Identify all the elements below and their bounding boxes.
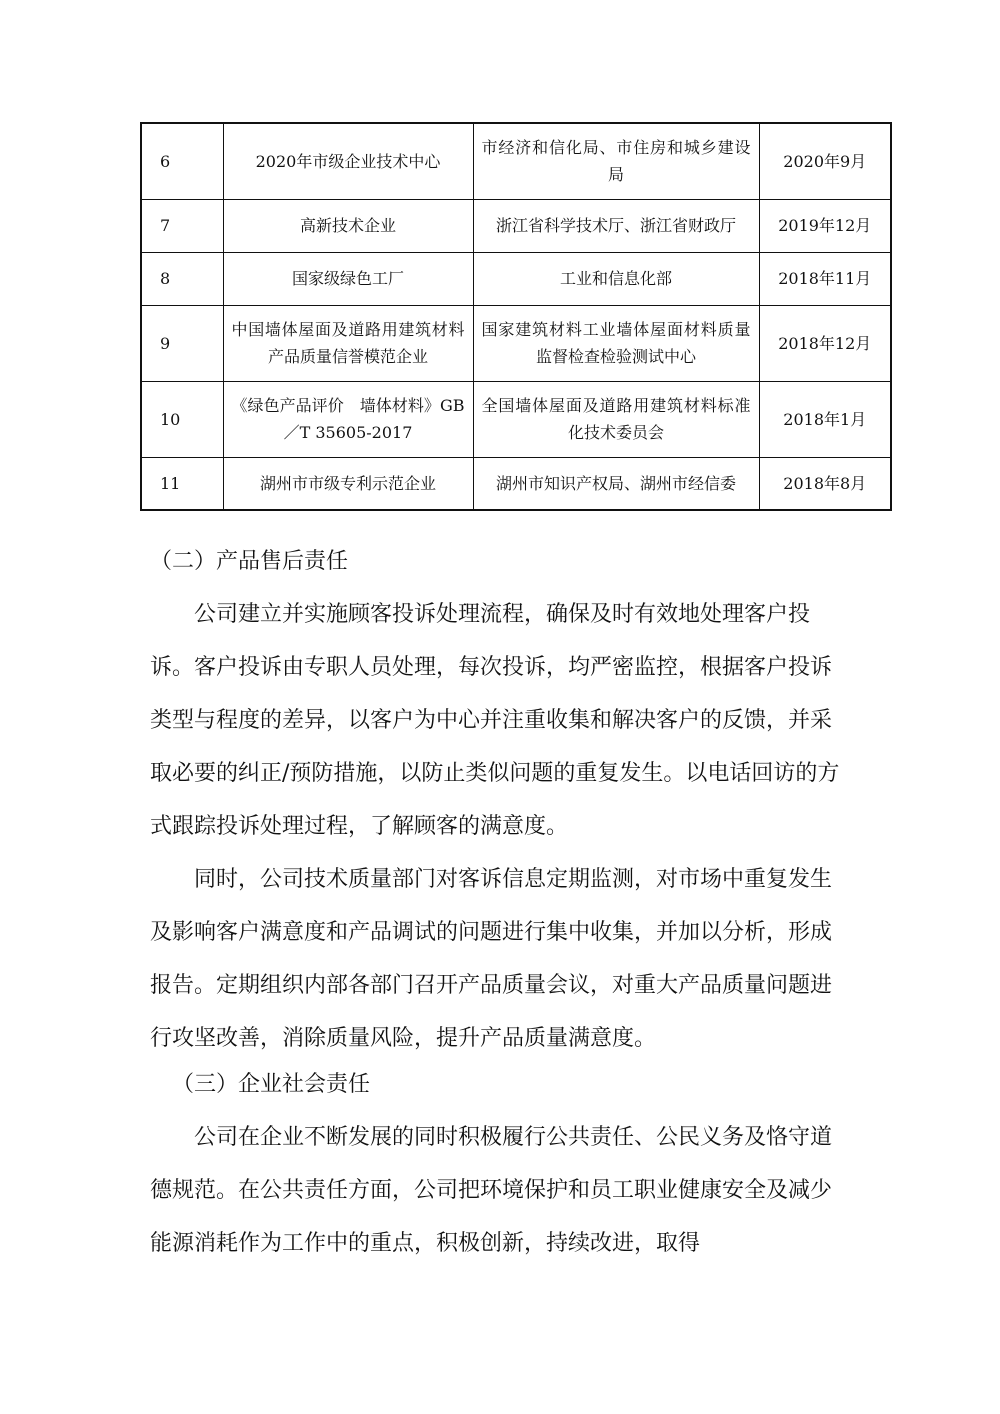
issuing-authority: 国家建筑材料工业墙体屋面材料质量监督检查检验测试中心 bbox=[473, 305, 759, 381]
section-heading-after-sales: （二）产品售后责任 bbox=[150, 549, 349, 574]
issuing-authority: 湖州市知识产权局、湖州市经信委 bbox=[473, 457, 759, 510]
award-date: 2019年12月 bbox=[759, 199, 891, 252]
table-row bbox=[141, 199, 891, 252]
row-number: 9 bbox=[141, 305, 223, 381]
issuing-authority: 浙江省科学技术厅、浙江省财政厅 bbox=[473, 199, 759, 252]
social-paragraph-1: 公司在企业不断发展的同时积极履行公共责任、公民义务及恪守道德规范。在公共责任方面，公司把环境保护和员工职业健康安全及减少能源消耗作为工作中的重点，积极创新，持续改进，取得 bbox=[150, 1125, 833, 1256]
after-sales-paragraph-1: 公司建立并实施顾客投诉处理流程，确保及时有效地处理客户投诉。客户投诉由专职人员处理，每次投诉，均严密监控，根据客户投诉类型与程度的差异，以客户为中心并注重收集和解决客户的反馈，并采取必要的纠正/预防措施，以防止类似问题的重复发生。以电话回访的方式跟踪投诉处理过程，了解顾客的满意度。 bbox=[150, 602, 840, 839]
award-date: 2018年1月 bbox=[759, 381, 891, 457]
award-date: 2018年8月 bbox=[759, 457, 891, 510]
table-row bbox=[141, 457, 891, 510]
award-date: 2018年11月 bbox=[759, 252, 891, 305]
award-date: 2020年9月 bbox=[759, 123, 891, 199]
awards-table bbox=[140, 122, 892, 511]
after-sales-paragraphs bbox=[150, 588, 850, 1065]
social-paragraphs bbox=[150, 1111, 850, 1270]
row-number: 6 bbox=[141, 123, 223, 199]
after-sales-paragraph-2: 同时，公司技术质量部门对客诉信息定期监测，对市场中重复发生及影响客户满意度和产品调试的问题进行集中收集，并加以分析，形成报告。定期组织内部各部门召开产品质量会议，对重大产品质量问题进行攻坚改善，消除质量风险，提升产品质量满意度。 bbox=[150, 867, 833, 1051]
table-row bbox=[141, 252, 891, 305]
award-name: 高新技术企业 bbox=[223, 199, 473, 252]
award-name: 《绿色产品评价 墙体材料》GB／T 35605-2017 bbox=[223, 381, 473, 457]
award-name: 中国墙体屋面及道路用建筑材料产品质量信誉模范企业 bbox=[223, 305, 473, 381]
row-number: 8 bbox=[141, 252, 223, 305]
row-number: 11 bbox=[141, 457, 223, 510]
section-heading-social: （三）企业社会责任 bbox=[172, 1072, 371, 1097]
award-name: 2020年市级企业技术中心 bbox=[223, 123, 473, 199]
table-row bbox=[141, 123, 891, 199]
issuing-authority: 全国墙体屋面及道路用建筑材料标准化技术委员会 bbox=[473, 381, 759, 457]
issuing-authority: 工业和信息化部 bbox=[473, 252, 759, 305]
issuing-authority: 市经济和信化局、市住房和城乡建设局 bbox=[473, 123, 759, 199]
table-row bbox=[141, 305, 891, 381]
table-row bbox=[141, 381, 891, 457]
award-name: 湖州市市级专利示范企业 bbox=[223, 457, 473, 510]
award-name: 国家级绿色工厂 bbox=[223, 252, 473, 305]
award-date: 2018年12月 bbox=[759, 305, 891, 381]
row-number: 10 bbox=[141, 381, 223, 457]
row-number: 7 bbox=[141, 199, 223, 252]
